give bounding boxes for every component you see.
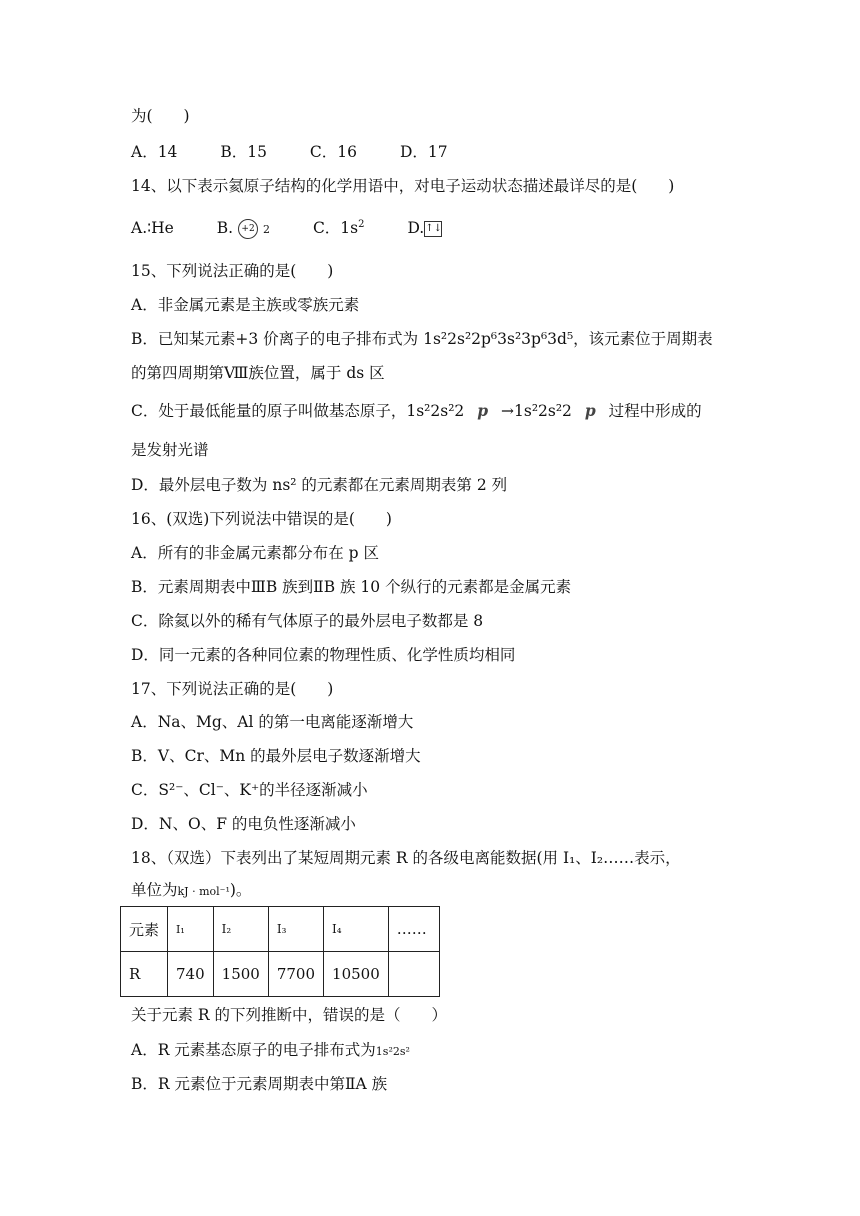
table-header-cell: 元素 (121, 907, 168, 952)
table-cell: 10500 (324, 952, 389, 997)
atom-structure-diagram: +2 (238, 219, 258, 239)
table-header-cell: I₂ (213, 907, 268, 952)
q15-c-pre: C．处于最低能量的原子叫做基态原子，1s²2s²2 (131, 402, 465, 420)
q15-stem: 15、下列说法正确的是( ) (131, 262, 334, 280)
q18-a-pre: A．R 元素基态原子的电子排布式为 (131, 1041, 376, 1059)
q16-option-d: D．同一元素的各种同位素的物理性质、化学性质均相同 (131, 646, 516, 664)
q13-option-d: D．17 (399, 143, 448, 161)
q18-stem2-pre: 单位为 (131, 881, 178, 899)
q17-option-c: C．S²⁻、Cl⁻、K⁺的半径逐渐减小 (131, 781, 368, 799)
q14-option-c-text: C．1s (312, 219, 359, 237)
q13-options (131, 140, 486, 162)
q17-stem: 17、下列说法正确的是( ) (131, 680, 334, 698)
table-row (121, 952, 440, 997)
q14-option-c-sup: 2 (358, 218, 365, 230)
q13-option-a: A．14 (131, 143, 178, 161)
table-cell: R (121, 952, 168, 997)
q14-option-d (407, 219, 442, 237)
q18-after-table: 关于元素 R 的下列推断中，错误的是（ ） (131, 1006, 448, 1024)
q17-option-b: B．V、Cr、Mn 的最外层电子数逐渐增大 (131, 747, 421, 765)
q15-option-a: A．非金属元素是主族或零族元素 (131, 296, 360, 314)
atom-shell-count: 2 (263, 223, 270, 236)
q15-option-b-line1: B．已知某元素+3 价离子的电子排布式为 1s²2s²2p⁶3s²3p⁶3d⁵，该元素位于周期表 (131, 330, 713, 348)
q16-stem: 16、(双选)下列说法中错误的是( ) (131, 510, 392, 528)
table-cell: 7700 (268, 952, 323, 997)
q15-c-mid: →1s²2s²2 (501, 402, 572, 420)
table-header-cell: I₃ (268, 907, 323, 952)
q14-option-c (313, 216, 365, 238)
table-cell: 1500 (213, 952, 268, 997)
table-cell: 740 (168, 952, 214, 997)
table-header-cell: …… (388, 907, 439, 952)
q18-unit: kJ · mol⁻¹ (177, 885, 230, 898)
q13-option-b: B．15 (220, 143, 267, 161)
q16-option-b: B．元素周期表中ⅢB 族到ⅡB 族 10 个纵行的元素都是金属元素 (131, 578, 572, 596)
q14-option-b-label: B. (216, 219, 234, 237)
q15-option-b-line2: 的第四周期第Ⅷ族位置，属于 ds 区 (131, 364, 385, 382)
q16-option-a: A．所有的非金属元素都分布在 p 区 (131, 544, 379, 562)
q13-option-c: C．16 (309, 143, 358, 161)
q15-option-d: D．最外层电子数为 ns² 的元素都在元素周期表第 2 列 (131, 476, 508, 494)
q17-option-a: A．Na、Mg、Al 的第一电离能逐渐增大 (131, 713, 414, 731)
q17-option-d: D．N、O、F 的电负性逐渐减小 (131, 815, 356, 833)
q14-option-d-label: D. (407, 219, 425, 237)
q15-option-c-line1 (131, 399, 702, 421)
q16-option-c: C．除氦以外的稀有气体原子的最外层电子数都是 8 (131, 612, 484, 630)
orbital-box-icon: ↑↓ (424, 221, 442, 237)
q18-option-a (131, 1038, 410, 1060)
orbital-px-symbol: p (477, 401, 489, 420)
q18-stem: 18、（双选）下表列出了某短周期元素 R 的各级电离能数据(用 I₁、I₂……表示， (131, 849, 681, 867)
q18-option-b: B．R 元素位于元素周期表中第ⅡA 族 (131, 1075, 388, 1093)
q13-stem: 为( ) (131, 107, 190, 125)
table-header-cell: I₄ (324, 907, 389, 952)
q14-stem: 14、以下表示氦原子结构的化学用语中，对电子运动状态描述最详尽的是( ) (131, 177, 675, 195)
q14-option-b (217, 219, 270, 239)
q14-option-a: A.∶He (131, 219, 174, 237)
q18-a-formula: 1s²2s² (375, 1045, 410, 1058)
table-cell (388, 952, 439, 997)
q15-option-c-line2: 是发射光谱 (131, 441, 209, 459)
q18-stem2-post: )。 (229, 881, 252, 899)
q18-stem-line2 (131, 878, 251, 900)
ionization-energy-table (120, 906, 440, 997)
table-header-cell: I₁ (168, 907, 214, 952)
table-header-row (121, 907, 440, 952)
q15-c-post: 过程中形成的 (608, 402, 702, 420)
orbital-py-symbol: p (584, 401, 596, 420)
q14-options (131, 216, 480, 239)
